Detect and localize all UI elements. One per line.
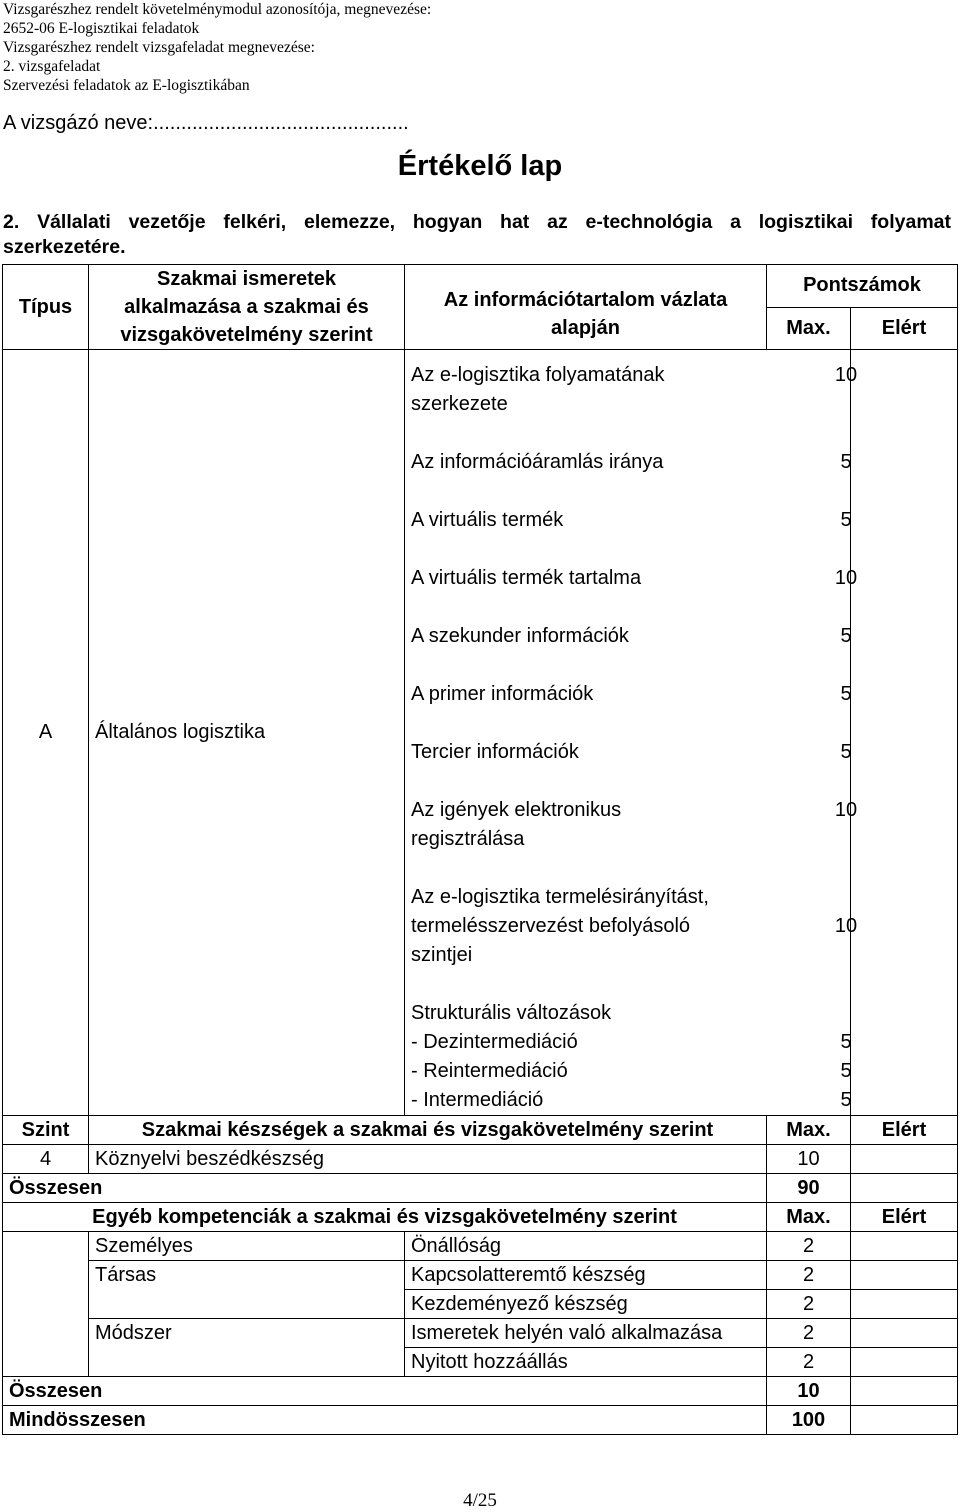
criteria-text: - Intermediáció	[411, 1089, 544, 1111]
criteria-text: Az e-logisztika folyamatának	[411, 364, 665, 386]
criteria-max-points: 5	[840, 741, 852, 763]
total2-label: Összesen	[3, 1377, 767, 1406]
criteria-item	[405, 622, 850, 651]
criteria-max-points: 10	[834, 915, 858, 937]
header-outline	[405, 265, 767, 350]
grand-total-label: Mindösszesen	[3, 1406, 767, 1435]
personal-item: Önállóság	[405, 1232, 767, 1261]
skills-level-header: Szint	[3, 1116, 89, 1145]
criteria-text: termelésszervezést befolyásoló	[411, 915, 691, 937]
header-line: Vizsgarészhez rendelt követelménymodul azonosítója, megnevezése:	[3, 1, 432, 18]
skills-level: 4	[3, 1145, 89, 1174]
method-value: 2	[767, 1348, 851, 1377]
criteria-text: - Reintermediáció	[411, 1060, 568, 1082]
skills-title: Szakmai készségek a szakmai és vizsgakövetelmény szerint	[89, 1116, 767, 1145]
total1-label: Összesen	[3, 1174, 767, 1203]
header-skills-line: alkalmazása a szakmai és	[124, 296, 369, 318]
criteria-max-points: 10	[834, 364, 858, 386]
other-header-row	[3, 1203, 958, 1232]
achieved-cell-method2[interactable]	[851, 1348, 958, 1377]
candidate-name-line: A vizsgázó neve:..............................................	[3, 112, 409, 134]
method-value: 2	[767, 1319, 851, 1348]
method-label: Módszer	[89, 1319, 405, 1377]
criteria-item	[405, 564, 858, 593]
document-header	[3, 0, 431, 95]
achieved-cell-method1[interactable]	[851, 1319, 958, 1348]
personal-row	[3, 1232, 958, 1261]
other-max-header: Max.	[767, 1203, 851, 1232]
criteria-text: A primer információk	[411, 683, 594, 705]
grand-total-row	[3, 1406, 958, 1435]
criteria-text: A virtuális termék tartalma	[411, 567, 642, 589]
task-description-line1: 2. Vállalati vezetője felkéri, elemezze, hogyan hat az e-technológia a logisztikai folyamat	[3, 211, 951, 233]
skills-achieved-header: Elért	[851, 1116, 958, 1145]
other-title: Egyéb kompetenciák a szakmai és vizsgakövetelmény szerint	[3, 1203, 767, 1232]
header-line: 2. vizsgafeladat	[3, 58, 101, 75]
criteria-text: A szekunder információk	[411, 625, 629, 647]
skills-value: 10	[767, 1145, 851, 1174]
personal-value: 2	[767, 1232, 851, 1261]
header-skills	[89, 265, 405, 350]
header-outline-line: alapján	[551, 317, 620, 339]
criteria-max-points: 5	[840, 683, 852, 705]
criteria-text: A virtuális termék	[411, 509, 564, 531]
criteria-max-points: 5	[840, 1060, 852, 1082]
header-outline-line: Az információtartalom vázlata	[443, 289, 728, 311]
total1-row	[3, 1174, 958, 1203]
criteria-max-points: 5	[840, 451, 852, 473]
header-line: 2652-06 E-logisztikai feladatok	[3, 20, 200, 37]
criteria-list	[405, 350, 858, 1116]
header-achieved: Elért	[851, 307, 958, 350]
criteria-max-points: 5	[840, 625, 852, 647]
criteria-text: regisztrálása	[411, 828, 525, 850]
criteria-text: Az e-logisztika termelésirányítást,	[411, 886, 709, 908]
social-value: 2	[767, 1261, 851, 1290]
criteria-item	[405, 506, 850, 535]
criteria-text: Az igények elektronikus	[411, 799, 622, 821]
total1-value: 90	[767, 1174, 851, 1203]
header-type: Típus	[3, 265, 89, 350]
achieved-cell-social2[interactable]	[851, 1290, 958, 1319]
criteria-max-points: 5	[840, 509, 852, 531]
method-item: Ismeretek helyén való alkalmazása	[405, 1319, 767, 1348]
criteria-text: Strukturális változások	[411, 1002, 612, 1024]
section-a-type: A	[3, 350, 89, 1116]
criteria-text: szintjei	[411, 944, 473, 966]
skills-row	[3, 1145, 958, 1174]
social-row	[3, 1261, 958, 1290]
criteria-item	[405, 883, 858, 970]
criteria-item	[405, 448, 850, 477]
criteria-text: - Dezintermediáció	[411, 1031, 578, 1053]
skills-header-row	[3, 1116, 958, 1145]
header-max: Max.	[767, 307, 851, 350]
achieved-cell-social1[interactable]	[851, 1261, 958, 1290]
criteria-max-points: 10	[834, 567, 858, 589]
social-item: Kapcsolatteremtő készség	[405, 1261, 767, 1290]
criteria-text: szerkezete	[411, 393, 508, 415]
criteria-max-points: 5	[840, 1031, 852, 1053]
criteria-max-points: 5	[840, 1089, 852, 1111]
achieved-cell-total2[interactable]	[851, 1377, 958, 1406]
header-skills-line: vizsgakövetelmény szerint	[120, 324, 373, 346]
table-header-row	[3, 265, 958, 308]
criteria-text: Az információáramlás iránya	[411, 451, 664, 473]
header-skills-line: Szakmai ismeretek	[156, 268, 336, 290]
total2-value: 10	[767, 1377, 851, 1406]
criteria-max-points: 10	[834, 799, 858, 821]
personal-label: Személyes	[89, 1232, 405, 1261]
social-label: Társas	[89, 1261, 405, 1319]
social-item: Kezdeményező készség	[405, 1290, 767, 1319]
header-line: Vizsgarészhez rendelt vizsgafeladat megnevezése:	[3, 39, 315, 56]
criteria-item	[405, 796, 858, 854]
evaluation-table	[2, 264, 958, 1435]
method-item: Nyitott hozzáállás	[405, 1348, 767, 1377]
section-a-name: Általános logisztika	[89, 350, 405, 1116]
achieved-cell-skills[interactable]	[851, 1145, 958, 1174]
header-points: Pontszámok	[767, 265, 958, 308]
total2-row	[3, 1377, 958, 1406]
criteria-item	[405, 738, 850, 767]
skills-max-header: Max.	[767, 1116, 851, 1145]
section-a-row	[3, 350, 958, 1116]
method-row	[3, 1319, 958, 1348]
achieved-cell-personal[interactable]	[851, 1232, 958, 1261]
other-achieved-header: Elért	[851, 1203, 958, 1232]
achieved-cell-total1[interactable]	[851, 1174, 958, 1203]
header-line: Szervezési feladatok az E-logisztikában	[3, 77, 250, 94]
social-value: 2	[767, 1290, 851, 1319]
page-number: 4/25	[463, 1490, 497, 1511]
task-description-line2: szerkezetére.	[3, 236, 126, 258]
criteria-item	[405, 680, 850, 709]
criteria-text: Tercier információk	[411, 741, 579, 763]
achieved-cell-grand-total[interactable]	[851, 1406, 958, 1435]
skills-name: Köznyelvi beszédkészség	[89, 1145, 767, 1174]
grand-total-value: 100	[767, 1406, 851, 1435]
page-title: Értékelő lap	[397, 150, 563, 182]
criteria-item	[405, 999, 850, 1115]
criteria-item	[405, 361, 858, 419]
